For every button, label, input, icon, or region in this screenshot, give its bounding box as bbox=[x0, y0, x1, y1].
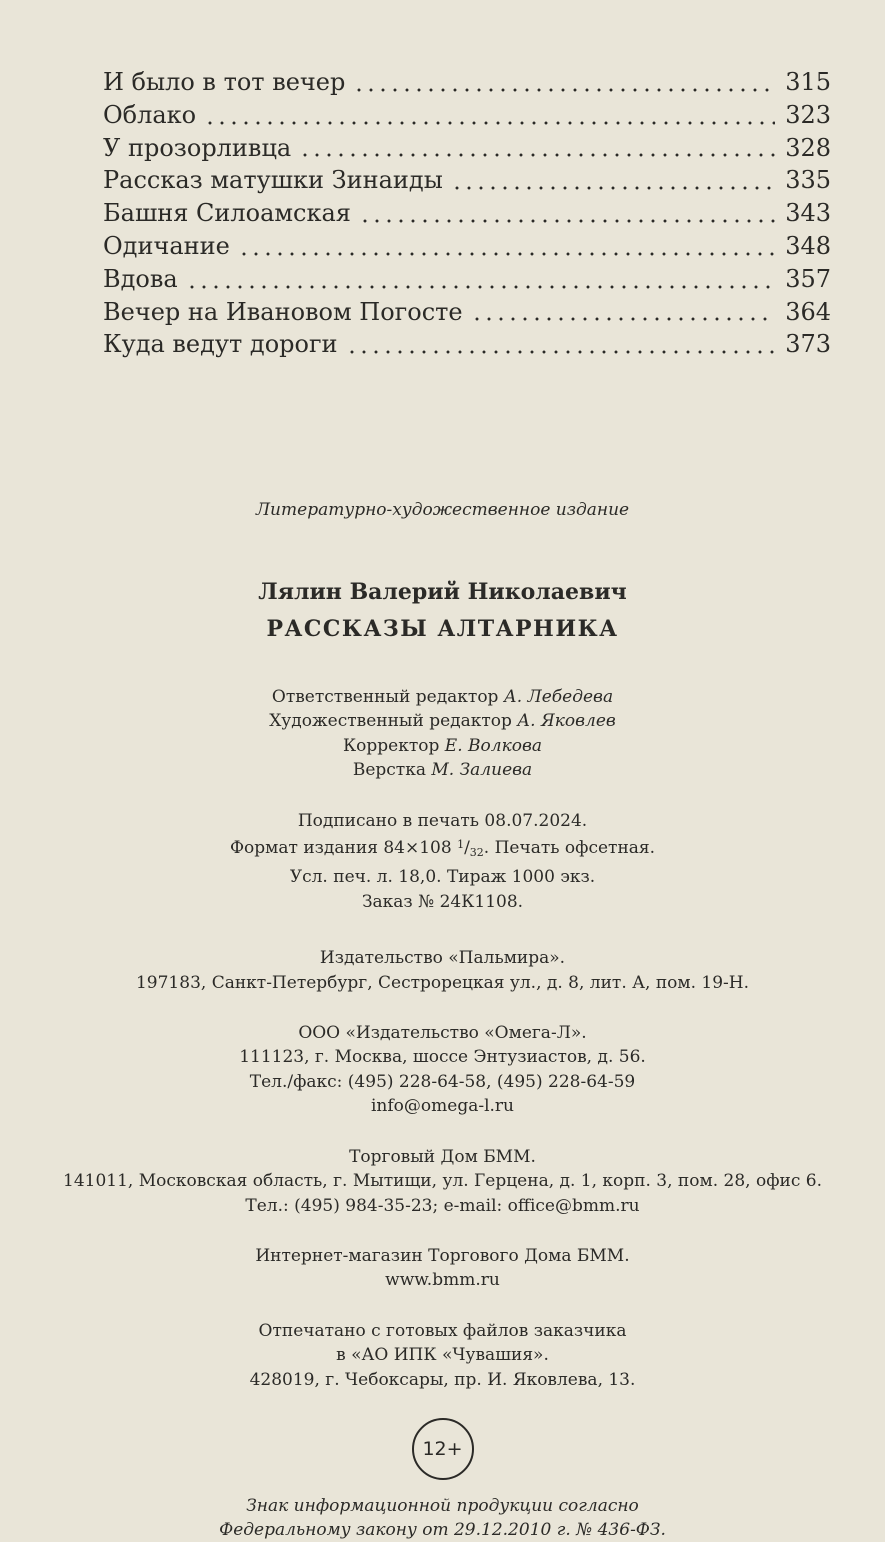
table-of-contents bbox=[103, 68, 831, 363]
staff-role: Художественный редактор bbox=[269, 711, 512, 732]
staff-line bbox=[0, 709, 885, 733]
toc-entry bbox=[103, 68, 831, 101]
info-product-notice bbox=[0, 1494, 885, 1542]
staff-name: Е. Волкова bbox=[444, 735, 542, 756]
format-suffix: . Печать офсетная. bbox=[483, 838, 656, 859]
format-line: Формат издания 84×108 $^1$/32. Печать офсетная. bbox=[229, 838, 656, 860]
toc-entry bbox=[103, 265, 831, 298]
notice-line: Федеральному закону от 29.12.2010 г. № 436-ФЗ. bbox=[219, 1519, 666, 1540]
printer-line: 428019, г. Чебоксары, пр. И. Яковлева, 13. bbox=[249, 1369, 636, 1390]
toc-page-number: 364 bbox=[785, 297, 831, 326]
toc-title: У прозорливца bbox=[103, 133, 292, 162]
online-shop bbox=[0, 1244, 885, 1293]
imprint-section bbox=[0, 497, 885, 1542]
printer-line: в «АО ИПК «Чувашия». bbox=[336, 1345, 549, 1366]
toc-leader-dots bbox=[299, 153, 775, 157]
staff-line bbox=[0, 734, 885, 758]
trade-house bbox=[0, 1145, 885, 1218]
toc-entry bbox=[103, 101, 831, 134]
toc-title: Облако bbox=[103, 100, 197, 129]
toc-entry bbox=[103, 330, 831, 363]
toc-leader-dots bbox=[204, 121, 775, 125]
toc-title: Башня Силоамская bbox=[103, 199, 351, 228]
toc-title: Рассказ матушки Зинаиды bbox=[103, 166, 443, 195]
trade-house-line: 141011, Московская область, г. Мытищи, ул. Герцена, д. 1, корп. 3, пом. 28, офис 6. bbox=[63, 1171, 822, 1192]
print-sheets: Усл. печ. л. 18,0. Тираж 1000 экз. bbox=[289, 867, 596, 888]
toc-page-number: 323 bbox=[785, 100, 831, 129]
toc-title: Одичание bbox=[103, 231, 230, 260]
staff-name: А. Яковлев bbox=[517, 711, 616, 732]
format-fraction-denominator: 32 bbox=[469, 846, 484, 860]
staff-name: А. Лебедева bbox=[503, 687, 614, 707]
toc-title: Куда ведут дороги bbox=[103, 330, 338, 359]
publisher-line: Издательство «Пальмира». bbox=[319, 948, 566, 969]
edition-type: Литературно-художественное издание bbox=[255, 500, 630, 520]
toc-leader-dots bbox=[238, 252, 775, 256]
printer-line: Отпечатано с готовых файлов заказчика bbox=[258, 1320, 627, 1341]
toc-page-number: 335 bbox=[785, 166, 831, 195]
publisher-omega bbox=[0, 1021, 885, 1119]
trade-house-line: Торговый Дом БММ. bbox=[349, 1146, 536, 1167]
publisher-line: Тел./факс: (495) 228-64-58, (495) 228-64-59 bbox=[249, 1071, 636, 1092]
book-title: РАССКАЗЫ АЛТАРНИКА bbox=[266, 616, 619, 642]
toc-page-number: 348 bbox=[785, 231, 831, 260]
age-rating-wrap bbox=[0, 1418, 885, 1482]
staff-role: Верстка bbox=[352, 760, 426, 781]
notice-line: Знак информационной продукции согласно bbox=[246, 1495, 639, 1516]
toc-page-number: 315 bbox=[785, 68, 831, 96]
toc-page-number: 343 bbox=[785, 199, 831, 228]
order-number: Заказ № 24К1108. bbox=[361, 891, 524, 912]
staff-line bbox=[0, 685, 885, 709]
toc-leader-dots bbox=[451, 186, 775, 190]
trade-house-line: Тел.: (495) 984-35-23; e-mail: office@bmm.ru bbox=[245, 1195, 640, 1216]
toc-title: Вечер на Ивановом Погосте bbox=[103, 297, 463, 326]
publisher-line: 197183, Санкт-Петербург, Сестрорецкая ул., д. 8, лит. А, пом. 19-Н. bbox=[135, 972, 750, 993]
toc-entry bbox=[103, 134, 831, 167]
toc-entry bbox=[103, 199, 831, 232]
toc-leader-dots bbox=[186, 285, 776, 289]
toc-title: Вдова bbox=[103, 264, 178, 293]
toc-page-number: 357 bbox=[785, 264, 831, 293]
publisher-palmira bbox=[0, 946, 885, 995]
toc-leader-dots bbox=[346, 350, 776, 354]
printer-info bbox=[0, 1319, 885, 1392]
toc-leader-dots bbox=[359, 219, 775, 223]
print-details bbox=[0, 809, 885, 915]
toc-leader-dots bbox=[353, 88, 775, 92]
toc-entry bbox=[103, 298, 831, 331]
publisher-line: 111123, г. Москва, шоссе Энтузиастов, д. 56. bbox=[239, 1047, 646, 1068]
staff-role: Ответственный редактор bbox=[271, 687, 499, 707]
toc-title: И было в тот вечер bbox=[103, 68, 346, 96]
age-rating-badge: 12+ bbox=[412, 1418, 474, 1480]
staff-credits bbox=[0, 685, 885, 783]
shop-line: Интернет-магазин Торгового Дома БММ. bbox=[255, 1245, 630, 1266]
staff-name: М. Залиева bbox=[431, 760, 533, 781]
toc-entry bbox=[103, 232, 831, 265]
signed-date: Подписано в печать 08.07.2024. bbox=[297, 810, 588, 831]
format-prefix: Формат издания 84×108 bbox=[229, 838, 452, 859]
staff-role: Корректор bbox=[343, 735, 440, 756]
staff-line bbox=[0, 758, 885, 782]
format-fraction-numerator: 1 bbox=[457, 838, 465, 852]
toc-entry bbox=[103, 166, 831, 199]
toc-leader-dots bbox=[471, 317, 776, 321]
author-name: Лялин Валерий Николаевич bbox=[258, 579, 627, 605]
toc-page-number: 328 bbox=[785, 133, 831, 162]
toc-page-number: 373 bbox=[785, 330, 831, 359]
publisher-line: ООО «Издательство «Омега-Л». bbox=[298, 1023, 587, 1044]
publisher-email: info@omega-l.ru bbox=[370, 1096, 514, 1117]
shop-url: www.bmm.ru bbox=[385, 1270, 500, 1291]
